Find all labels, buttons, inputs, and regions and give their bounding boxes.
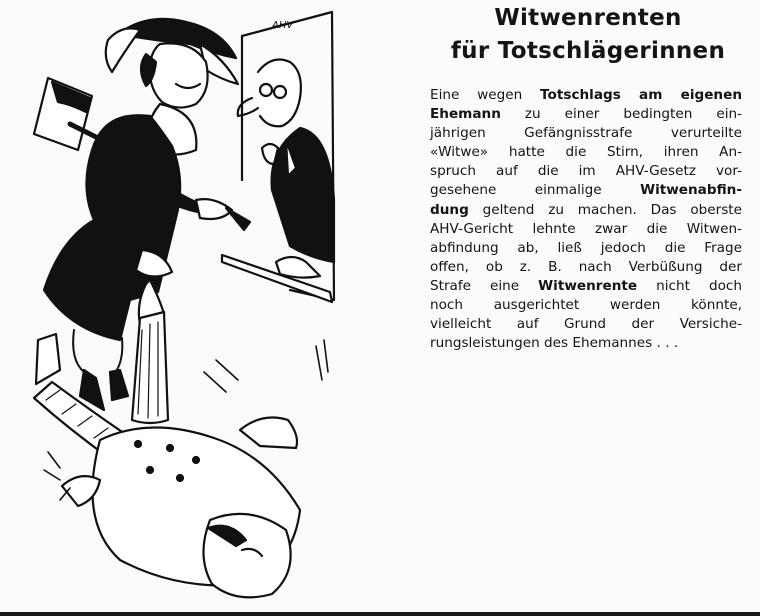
emphasis-text: Totschlags am eigenen (540, 87, 742, 103)
body-text-run: gesehene einmalige (430, 182, 641, 199)
emphasis-text: dung (430, 201, 469, 218)
body-line (430, 162, 742, 181)
ahv-sign: AHV (272, 20, 294, 31)
body-text-run: offen, ob z. B. nach Verbüßung der (430, 258, 742, 275)
headline (420, 2, 756, 68)
body-line (430, 105, 742, 124)
body-line (430, 258, 742, 277)
body-text-run: abfindung ab, ließ jedoch die Frage (430, 239, 742, 256)
body-text-run: «Witwe» hatte die Stirn, ihren An- (430, 144, 742, 161)
headline-line-1: Witwenrenten (494, 5, 682, 31)
bottom-rule (0, 612, 760, 616)
emphasis-text: Ehemann (430, 106, 501, 123)
body-text-run: vielleicht auf Grund der Versiche- (430, 316, 742, 333)
body-line (430, 220, 742, 239)
body-line (430, 334, 742, 353)
body-text-run: AHV-Gericht lehnte zwar die Witwen- (430, 220, 742, 237)
body-line (430, 277, 742, 296)
motion-lines (204, 340, 328, 392)
body-line (430, 315, 742, 334)
body-text-run: Eine wegen (430, 87, 541, 103)
emphasis-text: Witwenrente (538, 277, 638, 294)
body-text-run: jährigen Gefängnisstrafe verurteilte (430, 125, 742, 142)
body-line (430, 296, 742, 315)
body-text-run: nicht doch (637, 277, 742, 294)
body-line (430, 201, 742, 220)
headline-line-2: für Totschlägerinnen (450, 38, 726, 64)
body-line (430, 239, 742, 258)
emphasis-text: Witwenabfin- (640, 182, 742, 199)
body-text-run: geltend zu machen. Das oberste (468, 201, 742, 218)
body-text-run: spruch auf die im AHV-Gesetz vor- (430, 163, 742, 180)
body-line (430, 86, 742, 105)
article-body (430, 86, 742, 353)
official-figure (238, 60, 334, 278)
body-line (430, 143, 742, 162)
fallen-husband-figure (34, 280, 300, 597)
body-text-run: Strafe eine (430, 277, 539, 294)
body-text-run: noch ausgerichtet werden könnte, (430, 297, 742, 314)
body-text-run: zu einer bedingten ein- (500, 106, 742, 123)
body-line (430, 181, 742, 200)
body-line (430, 124, 742, 143)
body-text-run: rungsleistungen des Ehemannes . . . (430, 335, 679, 352)
